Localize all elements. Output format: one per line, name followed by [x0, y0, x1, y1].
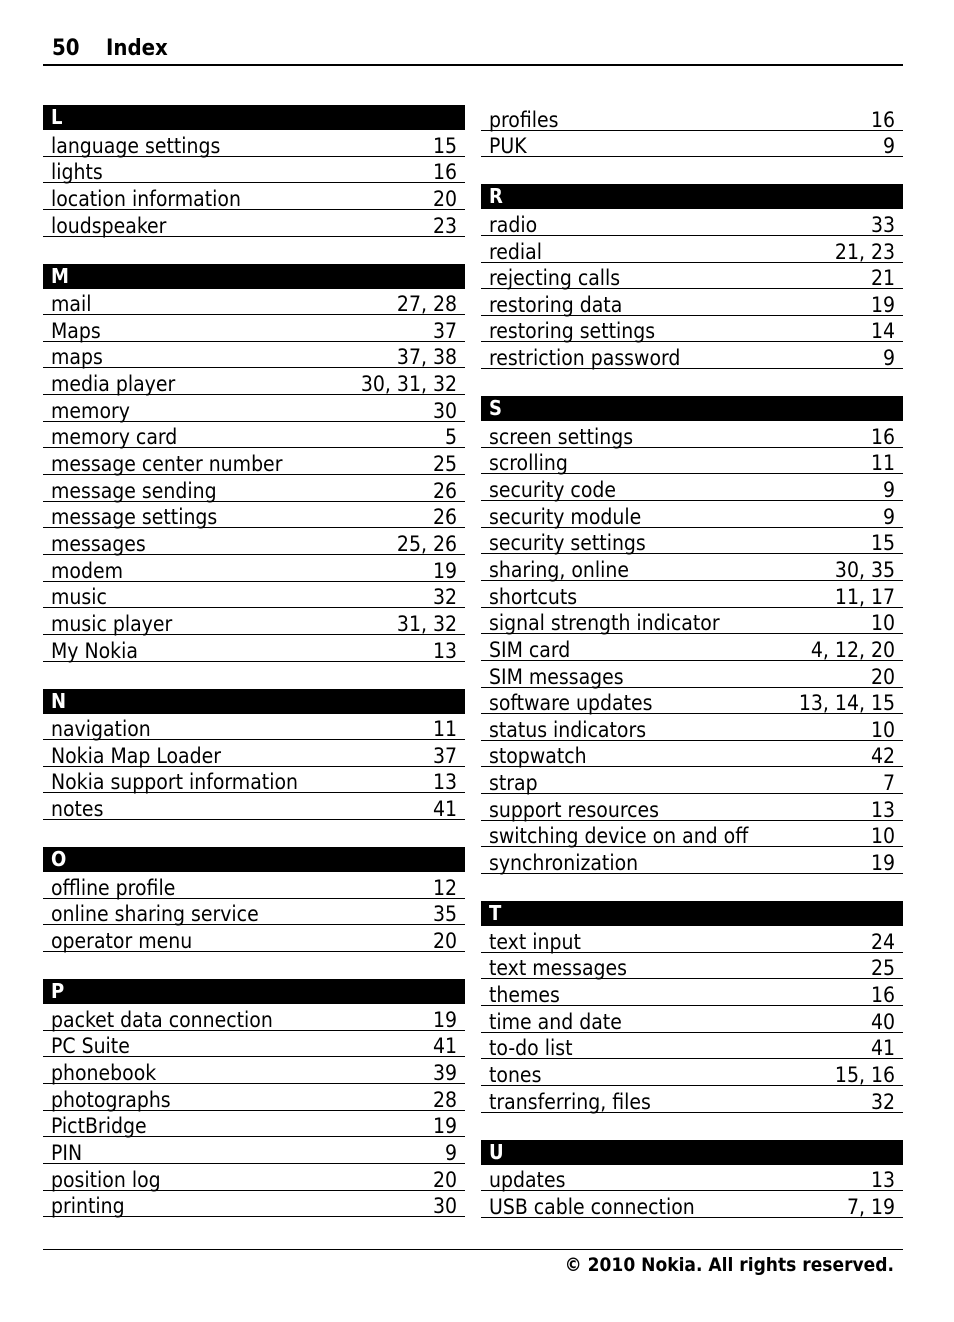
- index-entry: [43, 130, 465, 157]
- index-pages: 30, 31, 32: [360, 372, 457, 397]
- section-letter: R: [481, 184, 903, 209]
- index-section: [43, 264, 465, 662]
- index-term: text input: [489, 929, 581, 954]
- index-term: message sending: [51, 478, 217, 503]
- index-pages: 32: [870, 1089, 895, 1114]
- index-pages: 11: [432, 717, 457, 742]
- index-pages: 25: [870, 956, 895, 981]
- index-pages: 13: [432, 638, 457, 663]
- index-entry: [43, 368, 465, 395]
- index-entry: [481, 209, 903, 236]
- index-column-right: [481, 104, 903, 1245]
- index-section: [43, 847, 465, 952]
- index-term: mail: [51, 292, 92, 317]
- index-entry: [43, 448, 465, 475]
- index-entry: [43, 289, 465, 316]
- index-pages: 11: [870, 451, 895, 476]
- index-entry: [43, 872, 465, 899]
- index-term: tones: [489, 1062, 542, 1087]
- index-term: lights: [51, 160, 103, 185]
- index-pages: 15: [870, 531, 895, 556]
- index-pages: 25: [432, 452, 457, 477]
- section-letter: L: [43, 105, 465, 130]
- index-pages: 24: [870, 929, 895, 954]
- index-entry: [43, 740, 465, 767]
- index-term: operator menu: [51, 929, 193, 954]
- index-term: security code: [489, 478, 616, 503]
- section-letter: N: [43, 689, 465, 714]
- index-pages: 19: [432, 558, 457, 583]
- index-pages: 9: [444, 1140, 457, 1165]
- index-pages: 16: [870, 424, 895, 449]
- index-entry: [481, 1165, 903, 1192]
- index-term: modem: [51, 558, 123, 583]
- index-pages: 12: [432, 875, 457, 900]
- index-term: updates: [489, 1168, 566, 1193]
- index-pages: 10: [870, 824, 895, 849]
- index-entry: [481, 634, 903, 661]
- index-entry: [481, 926, 903, 953]
- index-entry: [43, 157, 465, 184]
- index-entry: [43, 899, 465, 926]
- index-pages: 31, 32: [396, 611, 457, 636]
- index-entry: [43, 475, 465, 502]
- index-entry: [481, 501, 903, 528]
- index-pages: 19: [432, 1007, 457, 1032]
- index-entry: [43, 925, 465, 952]
- index-term: music: [51, 585, 107, 610]
- index-pages: 9: [882, 134, 895, 159]
- index-term: themes: [489, 982, 560, 1007]
- index-entry: [481, 104, 903, 131]
- index-entry: [481, 1191, 903, 1218]
- page-header: [43, 34, 903, 66]
- index-section: [43, 105, 465, 237]
- index-entry: [481, 688, 903, 715]
- index-pages: 21: [870, 266, 895, 291]
- index-pages: 21, 23: [834, 239, 895, 264]
- section-letter: U: [481, 1140, 903, 1165]
- index-pages: 5: [444, 425, 457, 450]
- index-term: media player: [51, 372, 176, 397]
- index-term: SIM messages: [489, 664, 624, 689]
- index-term: redial: [489, 239, 543, 264]
- copyright-notice: © 2010 Nokia. All rights reserved.: [564, 1254, 894, 1276]
- section-letter: P: [43, 979, 465, 1004]
- index-entry: [481, 554, 903, 581]
- index-entry: [43, 1084, 465, 1111]
- index-entry: [481, 131, 903, 158]
- index-term: Maps: [51, 318, 101, 343]
- index-term: support resources: [489, 797, 659, 822]
- index-pages: 11, 17: [834, 584, 895, 609]
- index-term: PUK: [489, 134, 527, 159]
- index-term: USB cable connection: [489, 1194, 695, 1219]
- index-entry: [481, 1086, 903, 1113]
- index-pages: 7, 19: [846, 1194, 895, 1219]
- index-entry: [43, 315, 465, 342]
- index-pages: 20: [432, 1167, 457, 1192]
- index-entry: [481, 342, 903, 369]
- index-entry: [43, 1137, 465, 1164]
- index-term: PictBridge: [51, 1114, 147, 1139]
- index-pages: 13: [870, 797, 895, 822]
- index-section: [481, 901, 903, 1112]
- index-entry: [481, 1033, 903, 1060]
- index-entry: [43, 793, 465, 820]
- index-pages: 4, 12, 20: [810, 637, 895, 662]
- index-term: profiles: [489, 107, 559, 132]
- index-term: status indicators: [489, 717, 647, 742]
- index-pages: 15, 16: [834, 1062, 895, 1087]
- index-term: PIN: [51, 1140, 83, 1165]
- index-section: [43, 689, 465, 821]
- index-pages: 41: [432, 1034, 457, 1059]
- index-entry: [43, 767, 465, 794]
- index-pages: 15: [432, 133, 457, 158]
- index-entry: [481, 608, 903, 635]
- index-pages: 39: [432, 1060, 457, 1085]
- index-term: software updates: [489, 691, 653, 716]
- index-term: My Nokia: [51, 638, 138, 663]
- section-letter: M: [43, 264, 465, 289]
- page-number: 50: [52, 36, 80, 61]
- index-pages: 25, 26: [396, 531, 457, 556]
- index-pages: 28: [432, 1087, 457, 1112]
- index-term: loudspeaker: [51, 213, 167, 238]
- index-pages: 35: [432, 902, 457, 927]
- index-entry: [481, 661, 903, 688]
- index-pages: 41: [432, 797, 457, 822]
- index-term: restoring settings: [489, 319, 656, 344]
- index-term: message center number: [51, 452, 283, 477]
- index-section: [43, 979, 465, 1217]
- index-pages: 20: [432, 186, 457, 211]
- index-pages: 13, 14, 15: [798, 691, 895, 716]
- index-pages: 16: [870, 982, 895, 1007]
- index-entry: [43, 608, 465, 635]
- index-pages: 20: [432, 929, 457, 954]
- index-pages: 27, 28: [396, 292, 457, 317]
- index-entry: [43, 1031, 465, 1058]
- index-entry: [43, 635, 465, 662]
- index-entry: [43, 342, 465, 369]
- index-term: security settings: [489, 531, 646, 556]
- index-entry: [481, 316, 903, 343]
- index-pages: 19: [870, 292, 895, 317]
- index-section: [481, 396, 903, 874]
- index-pages: 26: [432, 505, 457, 530]
- index-entry: [481, 767, 903, 794]
- index-entry: [481, 794, 903, 821]
- index-term: strap: [489, 771, 538, 796]
- index-entry: [43, 714, 465, 741]
- index-entry: [43, 1191, 465, 1218]
- page-footer: [43, 1249, 903, 1284]
- index-pages: 33: [870, 212, 895, 237]
- index-term: music player: [51, 611, 173, 636]
- index-term: location information: [51, 186, 241, 211]
- index-term: phonebook: [51, 1060, 157, 1085]
- index-entry: [481, 474, 903, 501]
- index-pages: 41: [870, 1036, 895, 1061]
- index-term: text messages: [489, 956, 628, 981]
- index-pages: 7: [882, 771, 895, 796]
- index-entry: [481, 714, 903, 741]
- index-entry: [481, 847, 903, 874]
- index-entry: [43, 582, 465, 609]
- index-term: Nokia support information: [51, 770, 298, 795]
- index-term: Nokia Map Loader: [51, 743, 221, 768]
- index-term: memory card: [51, 425, 178, 450]
- index-entry: [481, 448, 903, 475]
- index-term: to-do list: [489, 1036, 573, 1061]
- index-term: maps: [51, 345, 103, 370]
- index-term: language settings: [51, 133, 221, 158]
- index-entry: [43, 502, 465, 529]
- index-term: switching device on and off: [489, 824, 749, 849]
- index-term: rejecting calls: [489, 266, 621, 291]
- page-title: Index: [106, 36, 168, 61]
- index-entry: [43, 1057, 465, 1084]
- index-pages: 9: [882, 478, 895, 503]
- index-pages: 42: [870, 744, 895, 769]
- index-section: [481, 104, 903, 157]
- index-term: offline profile: [51, 875, 176, 900]
- index-entry: [43, 395, 465, 422]
- index-term: notes: [51, 797, 104, 822]
- index-term: message settings: [51, 505, 218, 530]
- index-pages: 37: [432, 318, 457, 343]
- index-term: photographs: [51, 1087, 171, 1112]
- index-term: memory: [51, 398, 130, 423]
- index-entry: [43, 1004, 465, 1031]
- index-pages: 37, 38: [396, 345, 457, 370]
- index-entry: [481, 289, 903, 316]
- index-pages: 30, 35: [834, 557, 895, 582]
- index-pages: 20: [870, 664, 895, 689]
- index-term: synchronization: [489, 851, 639, 876]
- index-pages: 19: [870, 851, 895, 876]
- index-entry: [43, 183, 465, 210]
- index-term: restriction password: [489, 346, 681, 371]
- index-column-left: [43, 105, 465, 1244]
- index-term: printing: [51, 1194, 125, 1219]
- section-letter: S: [481, 396, 903, 421]
- index-term: navigation: [51, 717, 151, 742]
- index-entry: [481, 236, 903, 263]
- index-term: signal strength indicator: [489, 611, 720, 636]
- index-pages: 30: [432, 398, 457, 423]
- index-entry: [43, 210, 465, 237]
- index-pages: 26: [432, 478, 457, 503]
- index-term: restoring data: [489, 292, 623, 317]
- index-term: PC Suite: [51, 1034, 130, 1059]
- index-term: shortcuts: [489, 584, 578, 609]
- index-entry: [43, 1111, 465, 1138]
- index-term: security module: [489, 504, 642, 529]
- index-pages: 30: [432, 1194, 457, 1219]
- index-pages: 10: [870, 611, 895, 636]
- index-entry: [481, 741, 903, 768]
- index-term: radio: [489, 212, 538, 237]
- index-pages: 23: [432, 213, 457, 238]
- index-term: transferring, files: [489, 1089, 651, 1114]
- index-entry: [43, 528, 465, 555]
- index-pages: 14: [870, 319, 895, 344]
- index-term: SIM card: [489, 637, 571, 662]
- index-pages: 37: [432, 743, 457, 768]
- section-letter: O: [43, 847, 465, 872]
- index-pages: 16: [432, 160, 457, 185]
- index-entry: [481, 263, 903, 290]
- index-pages: 19: [432, 1114, 457, 1139]
- index-term: online sharing service: [51, 902, 259, 927]
- index-pages: 9: [882, 346, 895, 371]
- index-entry: [43, 422, 465, 449]
- index-section: [481, 1140, 903, 1218]
- index-entry: [43, 555, 465, 582]
- index-term: scrolling: [489, 451, 568, 476]
- index-entry: [481, 581, 903, 608]
- index-pages: 9: [882, 504, 895, 529]
- index-pages: 10: [870, 717, 895, 742]
- index-pages: 13: [432, 770, 457, 795]
- index-pages: 40: [870, 1009, 895, 1034]
- index-term: packet data connection: [51, 1007, 273, 1032]
- index-entry: [481, 528, 903, 555]
- section-letter: T: [481, 901, 903, 926]
- index-term: screen settings: [489, 424, 634, 449]
- index-term: time and date: [489, 1009, 622, 1034]
- index-entry: [481, 421, 903, 448]
- index-entry: [481, 1006, 903, 1033]
- index-term: position log: [51, 1167, 161, 1192]
- index-entry: [481, 1059, 903, 1086]
- index-term: stopwatch: [489, 744, 587, 769]
- index-pages: 13: [870, 1168, 895, 1193]
- index-entry: [481, 979, 903, 1006]
- index-pages: 32: [432, 585, 457, 610]
- index-term: messages: [51, 531, 146, 556]
- index-term: sharing, online: [489, 557, 630, 582]
- index-entry: [481, 953, 903, 980]
- index-entry: [43, 1164, 465, 1191]
- index-pages: 16: [870, 107, 895, 132]
- index-entry: [481, 821, 903, 848]
- index-section: [481, 184, 903, 369]
